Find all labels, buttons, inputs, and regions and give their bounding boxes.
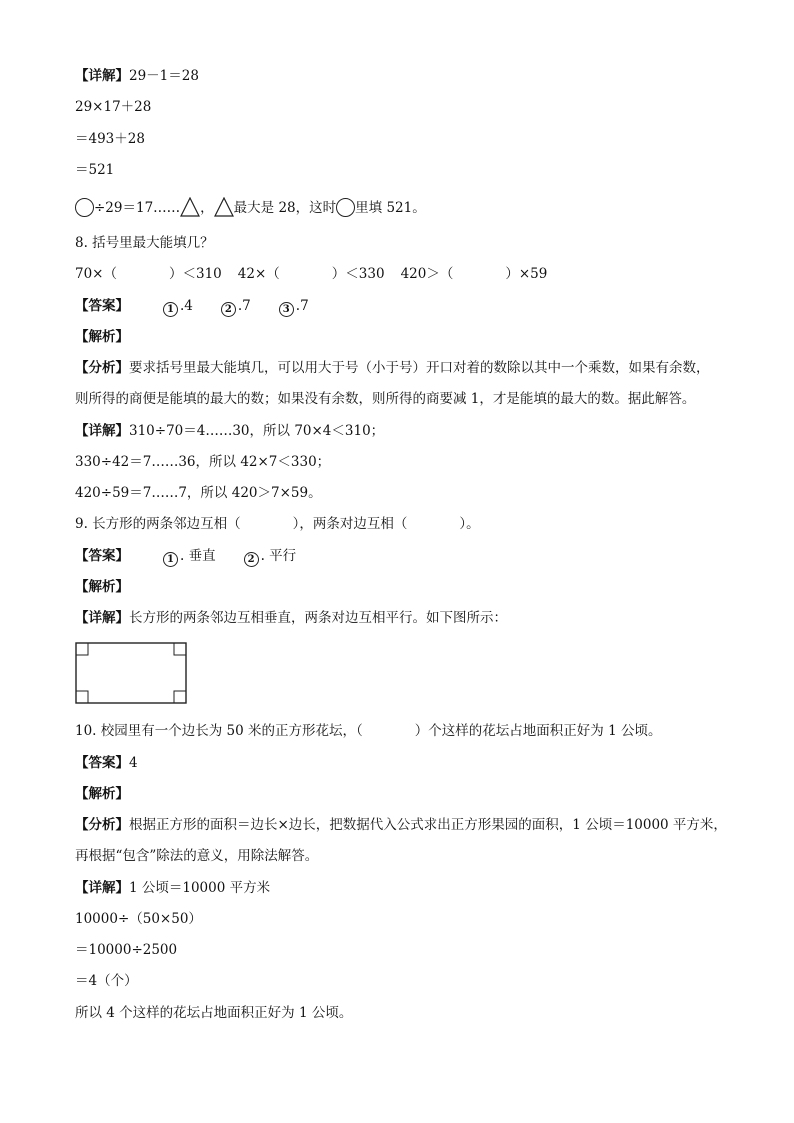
q8-expressions — [75, 264, 547, 284]
q8-answer-line — [75, 296, 309, 317]
question-text: 9. 长方形的两条邻边互相（ — [75, 516, 241, 532]
q10-detail-line — [75, 878, 270, 898]
q10-fenxi-line: 再根据“包含”除法的意义，用除法解答。 — [75, 848, 319, 864]
circle-icon — [336, 198, 355, 217]
answer-value: .7 — [237, 298, 251, 314]
q8-question: 8. 括号里最大能填几？ — [75, 235, 214, 251]
answer-number-badge: 1 — [163, 552, 178, 567]
q10-answer-line — [75, 753, 138, 773]
q8-detail-line — [75, 421, 384, 441]
q8-detail-line: 420÷59＝7……7，所以 420＞7×59。 — [75, 485, 322, 501]
q8-detail-line: 330÷42＝7……36，所以 42×7＜330； — [75, 454, 331, 470]
expr-text: 70×（ — [75, 266, 117, 282]
analysis-label: 【解析】 — [75, 786, 129, 802]
expr-text: ）＜330 — [331, 266, 385, 282]
q10-fenxi-line — [75, 815, 727, 835]
detail-label: 【详解】 — [75, 880, 129, 896]
expr-text: 42×（ — [237, 266, 280, 282]
answer-label: 【答案】 — [75, 548, 129, 564]
answer-value: .7 — [295, 298, 309, 314]
answer-label: 【答案】 — [75, 755, 129, 771]
detail-label: 【详解】 — [75, 423, 129, 439]
answer-number-badge: 1 — [163, 302, 178, 317]
q8-fenxi-line: 则所得的商便是能填的最大的数；如果没有余数，则所得的商要减 1，才是能填的最大的数。据此解答。 — [75, 391, 696, 407]
q7-calc-line: 29×17＋28 — [75, 99, 152, 115]
fenxi-label: 【分析】 — [75, 360, 129, 376]
expr-text: 420＞（ — [400, 266, 454, 282]
conclusion-text: 最大是 28，这时 — [233, 200, 337, 216]
fenxi-text: 根据正方形的面积＝边长×边长，把数据代入公式求出正方形果园的面积，1 公顷＝10000 平方米， — [129, 817, 727, 833]
answer-value: . 垂直 — [180, 548, 216, 564]
q9-detail-line — [75, 608, 507, 628]
detail-text: 1 公顷＝10000 平方米 — [129, 880, 271, 896]
q10-calc-line: ＝4（个） — [75, 973, 138, 989]
analysis-label: 【解析】 — [75, 579, 129, 595]
fenxi-label: 【分析】 — [75, 817, 129, 833]
q10-conclusion-line: 所以 4 个这样的花坛占地面积正好为 1 公顷。 — [75, 1005, 353, 1021]
question-text: ），两条对边互相（ — [292, 516, 408, 532]
conclusion-text: ， — [200, 200, 214, 216]
answer-value: .4 — [180, 298, 193, 314]
fenxi-text: 要求括号里最大能填几，可以用大于号（小于号）开口对着的数除以其中一个乘数，如果有余数， — [129, 360, 710, 376]
question-text: ）。 — [459, 516, 480, 532]
q8-fenxi-line — [75, 358, 710, 378]
detail-text: 长方形的两条邻边互相垂直，两条对边互相平行。如下图所示： — [129, 610, 507, 626]
q7-conclusion-line — [75, 197, 426, 218]
detail-label: 【详解】 — [75, 68, 129, 84]
q10-calc-line: ＝10000÷2500 — [75, 942, 178, 958]
q10-question — [75, 721, 661, 741]
q9-answer-line — [75, 546, 296, 567]
q7-detail-line — [75, 66, 199, 86]
conclusion-text: 里填 521。 — [355, 200, 426, 216]
circle-icon — [75, 198, 94, 217]
analysis-label: 【解析】 — [75, 329, 129, 345]
detail-label: 【详解】 — [75, 610, 129, 626]
answer-value: . 平行 — [260, 548, 297, 564]
q10-calc-line: 10000÷（50×50） — [75, 911, 202, 927]
detail-text: 29－1＝28 — [129, 68, 199, 84]
conclusion-text: ÷29＝17…… — [94, 200, 181, 216]
triangle-icon — [180, 197, 200, 217]
expr-text: ）×59 — [505, 266, 548, 282]
answer-number-badge: 3 — [279, 302, 294, 317]
q9-question — [75, 514, 480, 534]
answer-value: 4 — [129, 755, 138, 771]
q7-calc-line: ＝521 — [75, 162, 115, 178]
question-text: ）个这样的花坛占地面积正好为 1 公顷。 — [414, 723, 662, 739]
answer-label: 【答案】 — [75, 298, 129, 314]
answer-number-badge: 2 — [244, 552, 259, 567]
detail-text: 310÷70＝4……30，所以 70×4＜310； — [129, 423, 385, 439]
answer-number-badge: 2 — [221, 302, 236, 317]
question-text: 10. 校园里有一个边长为 50 米的正方形花坛，（ — [75, 723, 363, 739]
q7-calc-line: ＝493＋28 — [75, 131, 145, 147]
expr-text: ）＜310 — [169, 266, 222, 282]
triangle-icon — [214, 197, 234, 217]
rectangle-right-angle-figure — [75, 642, 187, 704]
